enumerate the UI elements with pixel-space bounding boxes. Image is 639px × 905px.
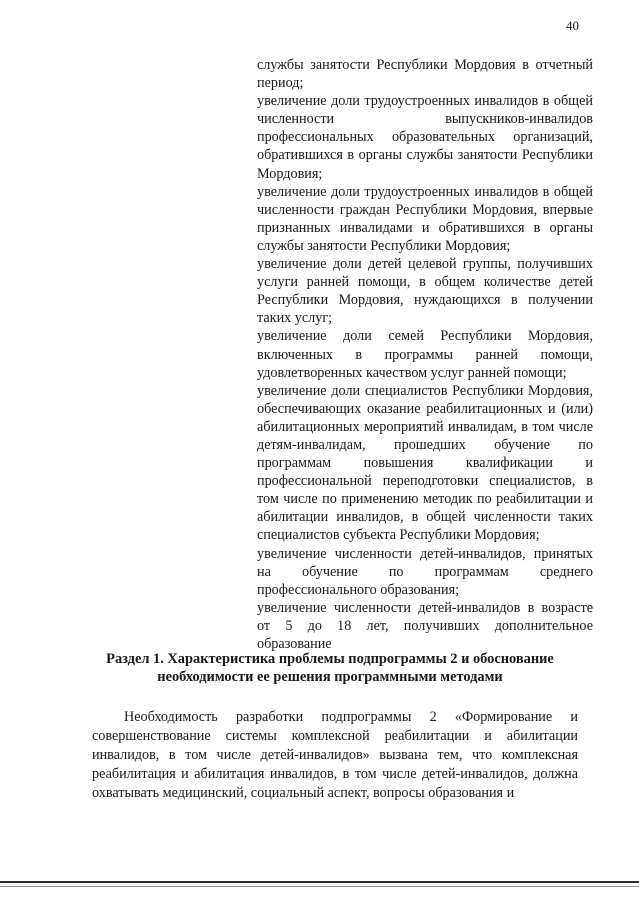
indicator-item: службы занятости Республики Мордовия в отчетный период; bbox=[257, 57, 593, 92]
page-number: 40 bbox=[566, 18, 579, 33]
indicator-item: увеличение численности детей-инвалидов, принятых на обучение по программам среднего профессионального образования; bbox=[257, 545, 593, 598]
indicator-item: увеличение численности детей-инвалидов в возрасте от 5 до 18 лет, получивших дополнительное образование bbox=[257, 599, 593, 652]
scan-edge-line bbox=[0, 881, 639, 883]
section-heading-line: необходимости ее решения программными методами bbox=[157, 669, 503, 685]
scan-edge-shadow bbox=[0, 886, 639, 887]
indicator-item: увеличение доли семей Республики Мордовия, включенных в программы ранней помощи, удовлетворенных качеством услуг ранней помощи; bbox=[257, 328, 593, 381]
body-paragraph: Необходимость разработки подпрограммы 2 «Формирование и совершенствование системы комплексной реабилитации и абилитации инвалидов, в том числе детей-инвалидов» вызвана тем, что комплексная реабилитация и абилитация инвалидов, в том числе детей-инвалидов, должна охватывать медицинский, социальный аспект, вопросы образования и bbox=[92, 709, 578, 801]
indicator-list bbox=[257, 56, 593, 653]
section-heading bbox=[80, 650, 580, 686]
indicator-item: увеличение доли специалистов Республики Мордовия, обеспечивающих оказание реабилитационных и (или) абилитационных мероприятий инвалидам, в том числе детям-инвалидам, прошедших обучение по программам повышения квалификации и профессиональной переподготовки специалистов, в том числе по применению методик по реабилитации и абилитации инвалидов, в общей численности таких специалистов субъекта Республики Мордовия; bbox=[257, 382, 593, 544]
indicator-item: увеличение доли трудоустроенных инвалидов в общей численности выпускников-инвалидов профессиональных образовательных организаций, обратившихся в органы службы занятости Республики Мордовия; bbox=[257, 93, 593, 182]
indicator-item: увеличение доли детей целевой группы, получивших услуги ранней помощи, в общем количестве детей Республики Мордовия, нуждающихся в получении таких услуг; bbox=[257, 256, 593, 327]
indicator-item: увеличение доли трудоустроенных инвалидов в общей численности граждан Республики Мордовия, впервые признанных инвалидами и обратившихся в органы службы занятости Республики Мордовия; bbox=[257, 183, 593, 254]
section-heading-line: Раздел 1. Характеристика проблемы подпрограммы 2 и обоснование bbox=[106, 651, 554, 667]
